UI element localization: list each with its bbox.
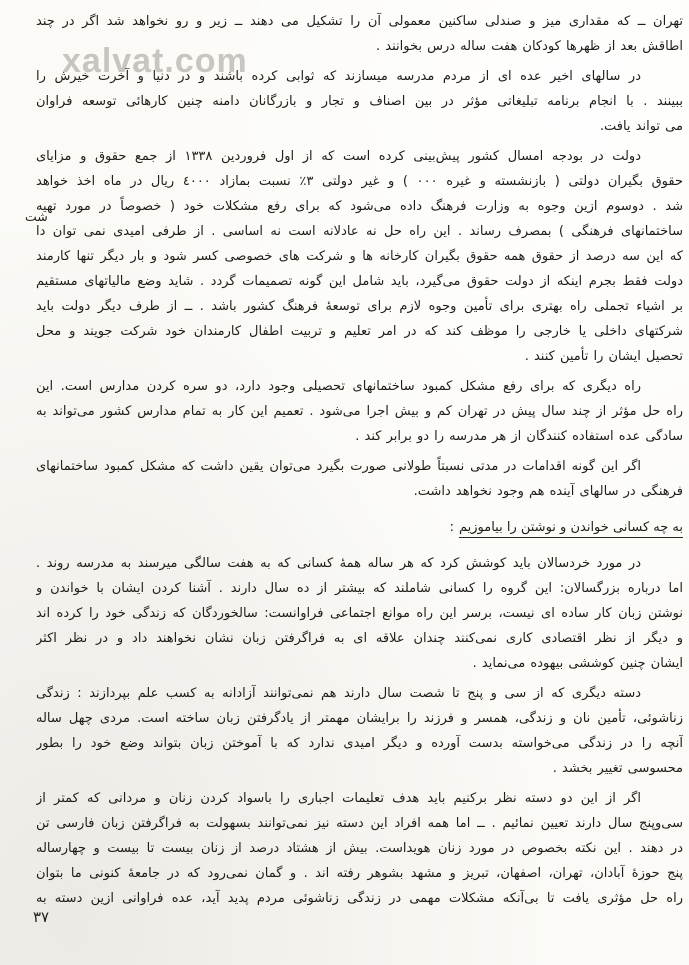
paragraph xyxy=(36,9,683,59)
text-line: دولت در بودجه امسال کشور پیش‌بینی کرده است که از اول فروردین ۱۳۳۸ از جمع حقوق و مزایای xyxy=(36,149,641,164)
text-line: شد . دوسوم ازین وجوه به وزارت فرهنگ داده می‌شود که برای رفع مشکلات خود ( خصوصاً در مورد تهیه xyxy=(36,199,683,214)
section-heading xyxy=(36,515,683,540)
watermark: xalvat.com xyxy=(62,42,248,80)
text-line: ایشان چنین کوششی بیهوده می‌نماید . xyxy=(472,656,683,671)
page-number: ٣٧ xyxy=(33,908,50,926)
text-line: ببینند . با انجام برنامه تبلیغاتی مؤثر در بین اصناف و تجار و بازرگانان دامنه چنین کارهائی توسعه فراوان xyxy=(36,94,683,109)
text-line: بر اشیاء تجملی راه بهتری برای تأمین وجوه لازم برای توسعهٔ فرهنگ کشور باشد . ــ از طرف دیگر دولت باید xyxy=(36,299,683,314)
paragraph xyxy=(36,454,683,504)
text-line: اطاقش بعد از ظهرها کودکان هفت ساله درس بخوانند . xyxy=(376,39,683,54)
paragraph xyxy=(36,681,683,781)
text-line: نوشتن زبان کار ساده ای نیست، برسر این راه موانع اجتماعی فراوانست: سالخوردگان که زندگی خود را کرده اند xyxy=(36,606,683,621)
text-line: اگر این گونه اقدامات در مدتی نسبتاً طولانی صورت بگیرد می‌توان یقین داشت که مشکل کمبود ساختمانهای xyxy=(36,459,641,474)
paragraph xyxy=(25,144,683,369)
text-line: راه دیگری که برای رفع مشکل کمبود ساختمانهای تحصیلی وجود دارد، دو سره کردن مدارس است. این xyxy=(36,379,641,394)
text-line: فرهنگی در سالهای آینده هم وجود نخواهد داشت. xyxy=(413,484,683,499)
text-line: راه حل مؤثری یافت تا بی‌آنکه مشکلات مهمی در زندگی زناشوئی مردم پدید آید، عده فراوانی ازین دسته به xyxy=(36,891,683,906)
paragraph xyxy=(36,64,683,139)
text-line: حقوق بگیران دولتی ( بازنشسته و غیره ۰۰۰ ) و غیر دولتی ۳٪ نسبت بمازاد ٤٠٠٠ ریال در ماه اخذ خواهد xyxy=(36,174,683,189)
margin-turnover-word: شت xyxy=(25,209,48,224)
text-line: می تواند یافت. xyxy=(599,119,683,134)
text-line: سی‌وپنج سال دارند تعیین نمائیم . ــ اما همه افراد این دسته نیز نمی‌توانند بسهولت به فراگرفتن زبان فارسی تن xyxy=(36,816,683,831)
text-line: پنج حوزهٔ آبادان، تهران، اصفهان، تبریز و مشهد بشوهر رفته اند . و گمان نمی‌رود که در جامعهٔ کنونی ما بتوان xyxy=(36,866,683,881)
text-line: سادگی عده استفاده کنندگان از هر مدرسه را دو برابر کند . xyxy=(355,429,683,444)
text-line: در سالهای اخیر عده ای از مردم مدرسه میسازند که ثوابی کرده باشند و در دنیا و آخرت خیرش را xyxy=(36,69,641,84)
section-heading-colon: : xyxy=(449,520,454,535)
text-line: در مورد خردسالان باید کوشش کرد که هر ساله همهٔ کسانی که به هفت سالگی میرسند به مدرسه روند . xyxy=(36,556,641,571)
text-line: راه حل مؤثر از چند سال پیش در تهران کم و بیش اجرا می‌شود . تعمیم این کار به تمام مدارس کشور می‌تواند به xyxy=(36,404,683,419)
text-line: زناشوئی، تأمین نان و زندگی، همسر و فرزند را برایشان مهمتر از یادگرفتن زبان ساخته است. مردی چهل ساله xyxy=(36,711,683,726)
text-line: در دهند . این نکته بخصوص در مورد زنان هویداست. بیش از هشتاد درصد از زنان بیست تا بیست و چهارساله xyxy=(36,841,683,856)
text-line: که این سه درصد از حقوق همه حقوق بگیران کارخانه ها و شرکت های خصوصی کسر شود و بار دیگر تنها کارمند xyxy=(36,249,683,264)
text-line: تهران ــ که مقداری میز و صندلی ساکنین معمولی آن را تشکیل می دهند ــ زیر و رو نخواهد شد اگر در چند xyxy=(36,14,683,29)
text-line: آنچه را در زندگی می‌خواسته بدست آورده و دیگر امیدی ندارد که با آموختن زبان بتواند وضع خود را بطور xyxy=(36,736,683,751)
page-text xyxy=(25,9,683,916)
text-line: محسوسی تغییر بخشد . xyxy=(552,761,683,776)
paragraph xyxy=(36,374,683,449)
text-line: دولت فقط بجرم اینکه از دولت حقوق می‌گیرد، باید شامل این گونه تصمیمات گردد . شاید وضع مالیاتهای مستقیم xyxy=(36,274,683,289)
text-line: اگر از این دو دسته نظر برکنیم باید هدف تعلیمات اجباری را باسواد کردن زنان و مردانی که کمتر از xyxy=(36,791,641,806)
text-line: اما درباره بزرگسالان: این گروه را کسانی شاملند که بیشتر از ده سال دارند . آشنا کردن ایشان با خواندن و xyxy=(36,581,683,596)
text-line: شرکتهای داخلی یا خارجی را موظف کند که در امر تعلیم و تربیت اطفال کارمندان خود شرکت جویند و محل xyxy=(36,324,683,339)
text-line: دسته دیگری که از سی و پنج تا شصت سال دارند هم نمی‌توانند آزادانه به کسب علم بپردازند : زندگی xyxy=(36,686,641,701)
section-heading-text: به چه کسانی خواندن و نوشتن را بیاموزیم xyxy=(459,520,683,538)
paragraph xyxy=(36,786,683,911)
text-line: و دیگر از نظر اقتصادی کاری نمی‌کنند چندان علاقه ای به فراگرفتن زبان نشان نخواهند داد و در نظر اکثر xyxy=(36,631,683,646)
text-line: تحصیل ایشان را تأمین کنند . xyxy=(524,349,683,364)
text-line: ساختمانهای فرهنگی ) بمصرف رساند . این راه حل نه عادلانه است نه اساسی . از طرفی امیدی نمی توان دا xyxy=(36,224,683,239)
paragraph xyxy=(36,551,683,676)
